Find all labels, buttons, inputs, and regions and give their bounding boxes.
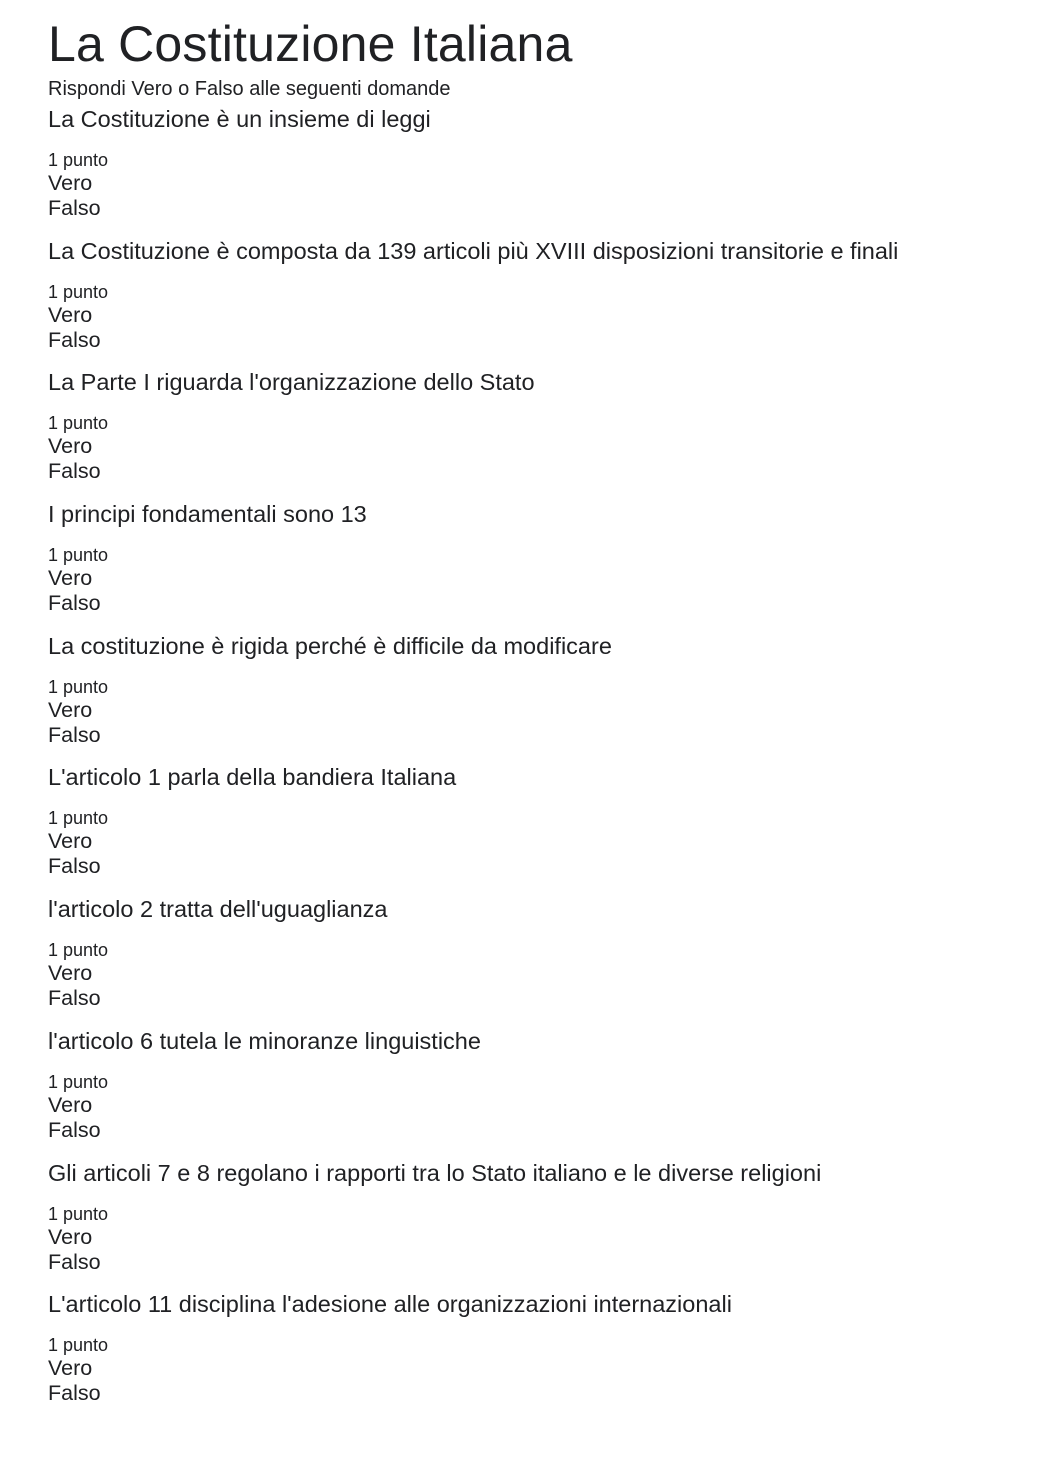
question-points: 1 punto	[48, 281, 109, 302]
question-text: l'articolo 2 tratta dell'uguaglianza	[48, 896, 388, 923]
question-text: La Costituzione è un insieme di leggi	[48, 106, 431, 132]
question-item	[48, 1158, 1016, 1290]
question-text: Gli articoli 7 e 8 regolano i rapporti tra lo Stato italiano e le diverse religioni	[48, 1159, 822, 1186]
option-falso[interactable]: Falso	[48, 459, 101, 484]
question-points: 1 punto	[48, 676, 109, 697]
question-text: L'articolo 11 disciplina l'adesione alle organizzazioni internazionali	[48, 1291, 732, 1318]
question-text: L'articolo 1 parla della bandiera Italiana	[48, 764, 457, 791]
option-falso[interactable]: Falso	[48, 1381, 101, 1406]
option-vero[interactable]: Vero	[48, 1356, 93, 1381]
question-text: l'articolo 6 tutela le minoranze linguistiche	[48, 1027, 481, 1054]
question-item	[48, 236, 1016, 368]
question-item	[48, 762, 1016, 894]
option-falso[interactable]: Falso	[48, 986, 101, 1011]
question-item	[48, 104, 1016, 236]
option-vero[interactable]: Vero	[48, 1092, 93, 1117]
question-item	[48, 631, 1016, 763]
question-text: La Costituzione è composta da 139 articoli più XVIII disposizioni transitorie e finali	[48, 237, 899, 264]
option-vero[interactable]: Vero	[48, 302, 93, 327]
option-falso[interactable]: Falso	[48, 1249, 101, 1274]
question-list	[48, 104, 1016, 1421]
option-falso[interactable]: Falso	[48, 854, 101, 879]
form-description: Rispondi Vero o Falso alle seguenti domande	[48, 78, 451, 100]
option-falso[interactable]: Falso	[48, 722, 101, 747]
question-item	[48, 894, 1016, 1026]
question-points: 1 punto	[48, 940, 109, 961]
question-text: I principi fondamentali sono 13	[48, 501, 367, 528]
option-vero[interactable]: Vero	[48, 434, 93, 459]
option-falso[interactable]: Falso	[48, 591, 101, 616]
question-item	[48, 499, 1016, 631]
question-text: La costituzione è rigida perché è difficile da modificare	[48, 632, 612, 659]
question-points: 1 punto	[48, 1335, 109, 1356]
question-item	[48, 367, 1016, 499]
question-points: 1 punto	[48, 413, 109, 434]
question-points: 1 punto	[48, 808, 109, 829]
question-points: 1 punto	[48, 1203, 109, 1224]
option-vero[interactable]: Vero	[48, 1224, 93, 1249]
option-vero[interactable]: Vero	[48, 566, 93, 591]
question-points: 1 punto	[48, 545, 109, 566]
option-falso[interactable]: Falso	[48, 1117, 101, 1142]
question-item	[48, 1026, 1016, 1158]
question-points: 1 punto	[48, 150, 109, 170]
question-item	[48, 1289, 1016, 1421]
option-vero[interactable]: Vero	[48, 171, 93, 195]
question-text: La Parte I riguarda l'organizzazione dello Stato	[48, 369, 535, 396]
question-points: 1 punto	[48, 1071, 109, 1092]
option-vero[interactable]: Vero	[48, 961, 93, 986]
option-vero[interactable]: Vero	[48, 697, 93, 722]
option-vero[interactable]: Vero	[48, 829, 93, 854]
option-falso[interactable]: Falso	[48, 327, 101, 352]
option-falso[interactable]: Falso	[48, 196, 101, 220]
form-title: La Costituzione Italiana	[48, 16, 573, 72]
